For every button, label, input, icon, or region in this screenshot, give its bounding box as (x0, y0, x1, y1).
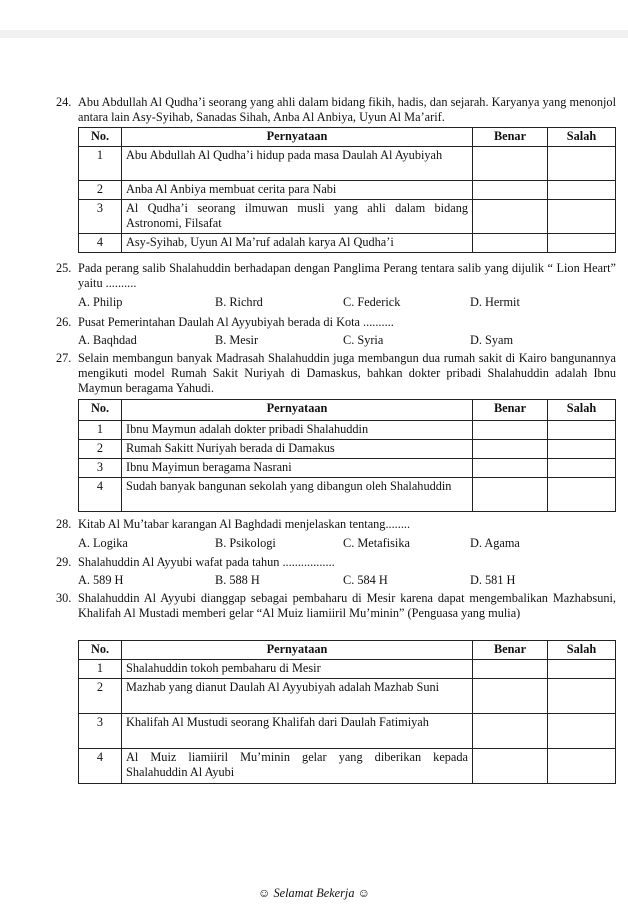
false-answer-cell[interactable] (548, 200, 616, 234)
row-statement: Mazhab yang dianut Daulah Al Ayyubiyah adalah Mazhab Suni (122, 679, 473, 714)
table-row (79, 679, 616, 714)
question-number: 26. (56, 315, 72, 329)
header-no: No. (79, 128, 122, 147)
statement-table-27 (78, 399, 616, 512)
row-statement: Khalifah Al Mustudi seorang Khalifah dari Daulah Fatimiyah (122, 714, 473, 749)
table-row (79, 147, 616, 181)
question-25 (56, 261, 616, 291)
true-answer-cell[interactable] (473, 478, 548, 512)
row-statement: Ibnu Mayimun beragama Nasrani (122, 459, 473, 478)
question-27 (56, 351, 616, 396)
row-statement: Al Qudha’i seorang ilmuwan musli yang ahli dalam bidang Astronomi, Filsafat (122, 200, 473, 234)
table-row (79, 421, 616, 440)
row-statement: Shalahuddin tokoh pembaharu di Mesir (122, 660, 473, 679)
table-row (79, 181, 616, 200)
header-false: Salah (548, 641, 616, 660)
option-a[interactable]: A. 589 H (78, 573, 124, 587)
header-true: Benar (473, 641, 548, 660)
row-statement: Ibnu Maymun adalah dokter pribadi Shalahuddin (122, 421, 473, 440)
table-row (79, 440, 616, 459)
row-number: 4 (79, 478, 122, 512)
question-30 (56, 591, 616, 621)
question-29 (56, 555, 616, 570)
row-number: 2 (79, 181, 122, 200)
false-answer-cell[interactable] (548, 679, 616, 714)
table-row (79, 714, 616, 749)
table-row (79, 200, 616, 234)
header-statement: Pernyataan (122, 128, 473, 147)
row-number: 2 (79, 440, 122, 459)
false-answer-cell[interactable] (548, 749, 616, 784)
table-row (79, 478, 616, 512)
true-answer-cell[interactable] (473, 714, 548, 749)
option-b[interactable]: B. 588 H (215, 573, 260, 587)
false-answer-cell[interactable] (548, 147, 616, 181)
option-d[interactable]: D. 581 H (470, 573, 516, 587)
question-text: Abu Abdullah Al Qudha’i seorang yang ahli dalam bidang fikih, hadis, dan sejarah. Karyanya yang menonjol antara lain Asy-Syihab, Sanadas Sihah, Anba Al Anbiya, Uyun Al Ma’arif. (78, 95, 616, 124)
table-row (79, 234, 616, 253)
options-26 (78, 333, 618, 348)
row-number: 3 (79, 459, 122, 478)
footer-greeting: ☺ Selamat Bekerja ☺ (257, 886, 371, 900)
false-answer-cell[interactable] (548, 181, 616, 200)
question-text: Shalahuddin Al Ayyubi dianggap sebagai pembaharu di Mesir karena dapat mengembalikan Mazhabsuni, Khalifah Al Mustadi memberi gelar “Al Muiz liamiiril Mu’minin” (Penguasa yang mulia) (78, 591, 616, 620)
row-statement: Rumah Sakitt Nuriyah berada di Damakus (122, 440, 473, 459)
header-true: Benar (473, 400, 548, 421)
top-bar (0, 30, 628, 38)
option-d[interactable]: D. Agama (470, 536, 520, 550)
table-row (79, 749, 616, 784)
false-answer-cell[interactable] (548, 421, 616, 440)
question-text: Pada perang salib Shalahuddin berhadapan dengan Panglima Perang tentara salib yang dijulik “ Lion Heart” yaitu .......... (78, 261, 616, 290)
true-answer-cell[interactable] (473, 459, 548, 478)
option-c[interactable]: C. Federick (343, 295, 401, 309)
option-d[interactable]: D. Syam (470, 333, 514, 347)
question-24 (56, 95, 616, 125)
question-number: 29. (56, 555, 72, 569)
row-statement: Sudah banyak bangunan sekolah yang dibangun oleh Shalahuddin (122, 478, 473, 512)
table-row (79, 459, 616, 478)
true-answer-cell[interactable] (473, 200, 548, 234)
row-statement: Al Muiz liamiiril Mu’minin gelar yang diberikan kepada Shalahuddin Al Ayubi (122, 749, 473, 784)
row-statement: Abu Abdullah Al Qudha’i hidup pada masa Daulah Al Ayubiyah (122, 147, 473, 181)
question-number: 28. (56, 517, 72, 531)
option-b[interactable]: B. Richrd (215, 295, 263, 309)
row-number: 2 (79, 679, 122, 714)
header-no: No. (79, 641, 122, 660)
option-b[interactable]: B. Psikologi (215, 536, 276, 550)
option-c[interactable]: C. Metafisika (343, 536, 410, 550)
header-no: No. (79, 400, 122, 421)
false-answer-cell[interactable] (548, 478, 616, 512)
options-28 (78, 536, 618, 551)
row-statement: Anba Al Anbiya membuat cerita para Nabi (122, 181, 473, 200)
true-answer-cell[interactable] (473, 660, 548, 679)
question-text: Kitab Al Mu’tabar karangan Al Baghdadi menjelaskan tentang........ (78, 517, 411, 531)
true-answer-cell[interactable] (473, 749, 548, 784)
row-statement: Asy-Syihab, Uyun Al Ma’ruf adalah karya Al Qudha’i (122, 234, 473, 253)
header-statement: Pernyataan (122, 400, 473, 421)
row-number: 1 (79, 147, 122, 181)
table-row (79, 660, 616, 679)
row-number: 1 (79, 421, 122, 440)
header-true: Benar (473, 128, 548, 147)
row-number: 3 (79, 200, 122, 234)
false-answer-cell[interactable] (548, 714, 616, 749)
option-d[interactable]: D. Hermit (470, 295, 520, 309)
question-number: 25. (56, 261, 72, 275)
row-number: 1 (79, 660, 122, 679)
row-number: 4 (79, 749, 122, 784)
true-answer-cell[interactable] (473, 181, 548, 200)
true-answer-cell[interactable] (473, 234, 548, 253)
header-statement: Pernyataan (122, 641, 473, 660)
option-c[interactable]: C. 584 H (343, 573, 388, 587)
option-a[interactable]: A. Baqhdad (78, 333, 137, 347)
false-answer-cell[interactable] (548, 459, 616, 478)
true-answer-cell[interactable] (473, 440, 548, 459)
question-28 (56, 517, 616, 532)
header-false: Salah (548, 400, 616, 421)
question-number: 27. (56, 351, 72, 365)
row-number: 4 (79, 234, 122, 253)
question-text: Selain membangun banyak Madrasah Shalahuddin juga membangun dua rumah sakit di Kairo bangunannya mengikuti model Rumah Sakit Nuriyah di Damaskus, bahkan dokter pribadi Shalahuddin adalah Ibnu Maymun beragama Yahudi. (78, 351, 616, 395)
statement-table-30 (78, 640, 616, 784)
question-number: 24. (56, 95, 72, 109)
false-answer-cell[interactable] (548, 660, 616, 679)
true-answer-cell[interactable] (473, 147, 548, 181)
question-number: 30. (56, 591, 72, 605)
option-b[interactable]: B. Mesir (215, 333, 259, 347)
question-text: Shalahuddin Al Ayyubi wafat pada tahun ................. (78, 555, 335, 569)
option-a[interactable]: A. Philip (78, 295, 123, 309)
options-25 (78, 295, 618, 310)
row-number: 3 (79, 714, 122, 749)
true-answer-cell[interactable] (473, 421, 548, 440)
header-false: Salah (548, 128, 616, 147)
statement-table-24 (78, 127, 616, 253)
false-answer-cell[interactable] (548, 440, 616, 459)
question-26 (56, 315, 616, 330)
false-answer-cell[interactable] (548, 234, 616, 253)
option-c[interactable]: C. Syria (343, 333, 384, 347)
true-answer-cell[interactable] (473, 679, 548, 714)
options-29 (78, 573, 618, 588)
option-a[interactable]: A. Logika (78, 536, 128, 550)
question-text: Pusat Pemerintahan Daulah Al Ayyubiyah berada di Kota .......... (78, 315, 394, 329)
